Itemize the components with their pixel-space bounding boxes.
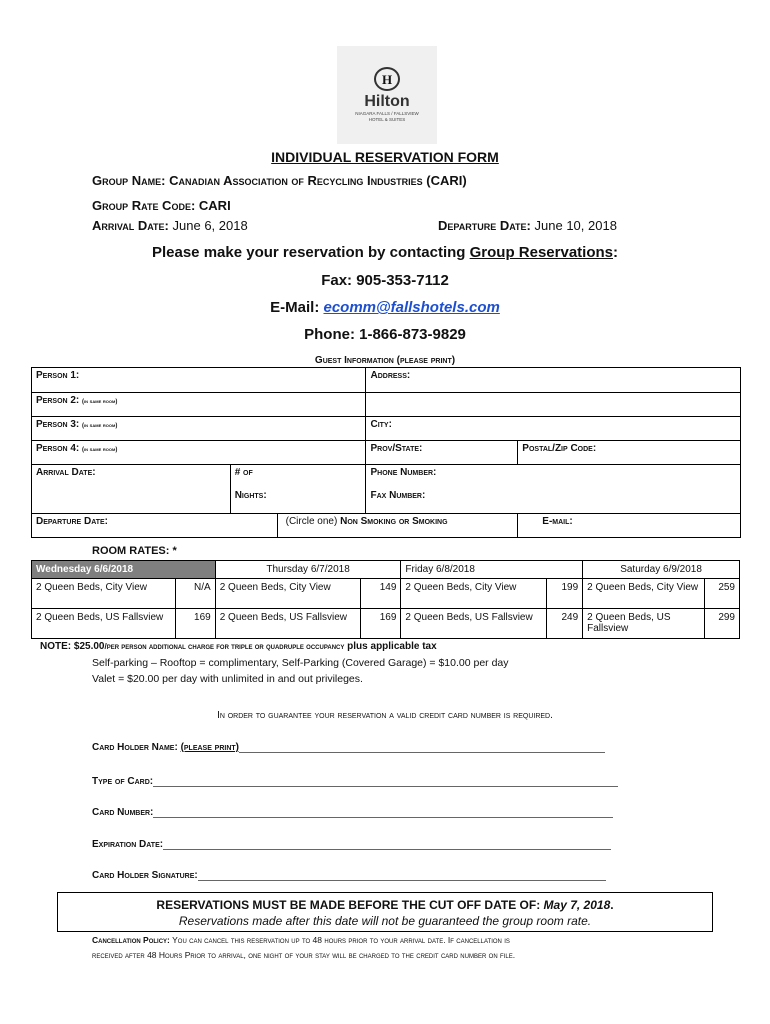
guarantee-note: In order to guarantee your reservation a valid credit card number is required. — [217, 710, 553, 721]
num-of-label: # of — [234, 467, 253, 478]
note-amount: $25.00 — [73, 641, 105, 652]
rate-day-header: Friday 6/8/2018 — [401, 561, 583, 579]
rate-price: N/A — [175, 579, 215, 609]
expiration-input[interactable] — [163, 838, 611, 850]
postal-label: Postal/Zip Code: — [522, 443, 597, 454]
card-number-input[interactable] — [153, 806, 613, 818]
cutoff-date: May 7, 2018 — [543, 898, 611, 912]
address-field-2[interactable] — [366, 393, 741, 417]
prov-field[interactable] — [366, 441, 518, 465]
card-number-label: Card Number: — [92, 807, 154, 818]
group-name-label: Group Name: — [92, 173, 166, 188]
rate-day-header: Thursday 6/7/2018 — [215, 561, 401, 579]
arrival-label: Arrival Date: — [92, 218, 169, 233]
cancellation-text-1: You can cancel this reservation up to 48 hours prior to your arrival date. If cancellation is — [172, 935, 510, 945]
rate-room-type: 2 Queen Beds, US Fallsview — [401, 609, 547, 639]
group-code-value: CARI — [198, 198, 231, 213]
card-type-input[interactable] — [153, 775, 618, 787]
same-room-note: (in same room) — [82, 399, 118, 405]
group-name-row — [92, 173, 467, 188]
cutoff-text: RESERVATIONS MUST BE MADE BEFORE THE CUT OFF DATE OF: — [156, 898, 544, 912]
person1-label: Person 1: — [36, 370, 80, 381]
person2-label: Person 2: — [36, 395, 80, 406]
phone-label: Phone Number: — [370, 467, 437, 478]
contact-heading-text: Please make your reservation by contacting — [151, 244, 470, 261]
phone-number: Phone: 1-866-873-9829 — [304, 326, 466, 343]
cutoff-end: . — [610, 898, 614, 912]
logo-subtitle-1: NIAGARA FALLS / FALLSVIEW — [355, 111, 419, 116]
rate-room-type: 2 Queen Beds, US Fallsview — [32, 609, 176, 639]
cutoff-line2: Reservations made after this date will not be guaranteed the group room rate. — [178, 914, 592, 928]
group-reservations-link[interactable]: Group Reservations — [469, 244, 613, 261]
departure-label: Departure Date: — [438, 218, 531, 233]
rate-price: 299 — [704, 609, 739, 639]
person3-field[interactable] — [32, 417, 366, 441]
cutoff-line1 — [58, 898, 712, 912]
card-type-label: Type of Card: — [92, 776, 154, 787]
card-holder-label: Card Holder Name: — [92, 742, 178, 753]
card-holder-name-row — [92, 741, 605, 753]
rate-room-type: 2 Queen Beds, City View — [32, 579, 176, 609]
guest-departure-label: Departure Date: — [36, 516, 109, 527]
group-name-value: Canadian Association of Recycling Industries (CARI) — [169, 173, 467, 188]
arrival-row — [92, 218, 248, 233]
contact-heading-suffix: : — [613, 244, 618, 261]
rate-room-type: 2 Queen Beds, City View — [583, 579, 705, 609]
fax-label: Fax Number: — [370, 490, 426, 501]
note-label: NOTE: — [40, 641, 72, 652]
cancellation-label: Cancellation Policy: — [92, 935, 170, 945]
smoking-options: Non Smoking or Smoking — [340, 516, 448, 527]
rate-price: 199 — [547, 579, 583, 609]
rate-room-type: 2 Queen Beds, City View — [401, 579, 547, 609]
rate-day-header: Wednesday 6/6/2018 — [32, 561, 216, 579]
cancellation-line1 — [92, 935, 510, 945]
fax-number: Fax: 905-353-7112 — [321, 272, 449, 289]
logo-brand: Hilton — [364, 93, 410, 110]
contact-heading — [0, 244, 770, 261]
logo-subtitle-2: HOTEL & SUITES — [368, 117, 406, 122]
city-label: City: — [370, 419, 392, 430]
room-rates-table — [31, 560, 740, 639]
email-link[interactable]: ecomm@fallshotels.com — [323, 299, 500, 316]
rate-price: 169 — [175, 609, 215, 639]
cancellation-line2: received after 48 Hours Prior to arrival, one night of your stay will be charged to the credit card number on file. — [92, 950, 516, 960]
departure-row — [438, 218, 617, 233]
rate-day-header: Saturday 6/9/2018 — [583, 561, 740, 579]
expiration-row — [92, 838, 611, 850]
parking-note: Self-parking – Rooftop = complimentary, Self-Parking (Covered Garage) = $10.00 per day — [92, 657, 509, 669]
cutoff-box — [57, 892, 713, 932]
nights-label: Nights: — [234, 490, 267, 501]
signature-input[interactable] — [198, 869, 606, 881]
rate-room-type: 2 Queen Beds, US Fallsview — [215, 609, 361, 639]
rate-price: 149 — [361, 579, 401, 609]
card-holder-name-input[interactable] — [239, 741, 605, 753]
arrival-date-field[interactable] — [32, 465, 231, 514]
address-field[interactable] — [366, 368, 741, 393]
guest-arrival-label: Arrival Date: — [36, 467, 96, 478]
note-line — [40, 641, 437, 652]
postal-field[interactable] — [518, 441, 741, 465]
circle-one-label: (Circle one) — [285, 516, 338, 527]
departure-date-field[interactable] — [32, 514, 278, 538]
email-field[interactable] — [518, 514, 741, 538]
rate-price: 259 — [704, 579, 739, 609]
note-tail: plus applicable tax — [344, 641, 437, 652]
person1-field[interactable] — [32, 368, 366, 393]
email-line — [0, 299, 770, 316]
arrival-value: June 6, 2018 — [172, 218, 248, 233]
room-rates-heading: ROOM RATES: * — [92, 545, 177, 557]
signature-label: Card Holder Signature: — [92, 870, 198, 881]
card-type-row — [92, 775, 618, 787]
valet-note: Valet = $20.00 per day with unlimited in and out privileges. — [92, 673, 363, 685]
city-field[interactable] — [366, 417, 741, 441]
hilton-logo-icon: H — [374, 67, 400, 91]
guest-info-heading: Guest Information (please print) — [314, 355, 456, 366]
guest-info-table — [31, 367, 741, 538]
note-text: /per person additional charge for triple or quadruple occupancy — [104, 642, 345, 651]
same-room-note: (in same room) — [82, 447, 118, 453]
prov-label: Prov/State: — [370, 443, 423, 454]
same-room-note: (in same room) — [82, 423, 118, 429]
rate-room-type: 2 Queen Beds, City View — [215, 579, 361, 609]
expiration-label: Expiration Date: — [92, 839, 164, 850]
address-label: Address: — [370, 370, 411, 381]
rate-price: 169 — [361, 609, 401, 639]
email-label: E-Mail: — [270, 299, 324, 316]
form-title: INDIVIDUAL RESERVATION FORM — [271, 149, 499, 165]
person3-label: Person 3: — [36, 419, 80, 430]
person4-label: Person 4: — [36, 443, 80, 454]
guest-email-label: E-mail: — [542, 516, 573, 527]
rate-room-type: 2 Queen Beds, US Fallsview — [583, 609, 705, 639]
card-number-row — [92, 806, 613, 818]
departure-value: June 10, 2018 — [534, 218, 617, 233]
person2-field[interactable] — [32, 393, 366, 417]
smoking-field[interactable] — [277, 514, 518, 538]
group-code-label: Group Rate Code: — [92, 198, 196, 213]
nights-field[interactable] — [230, 465, 366, 514]
phone-fax-field[interactable] — [366, 465, 741, 514]
person4-field[interactable] — [32, 441, 366, 465]
group-code-row — [92, 198, 231, 213]
hotel-logo — [337, 46, 437, 144]
please-print-note: (please print) — [180, 742, 240, 753]
signature-row — [92, 869, 606, 881]
rate-price: 249 — [547, 609, 583, 639]
